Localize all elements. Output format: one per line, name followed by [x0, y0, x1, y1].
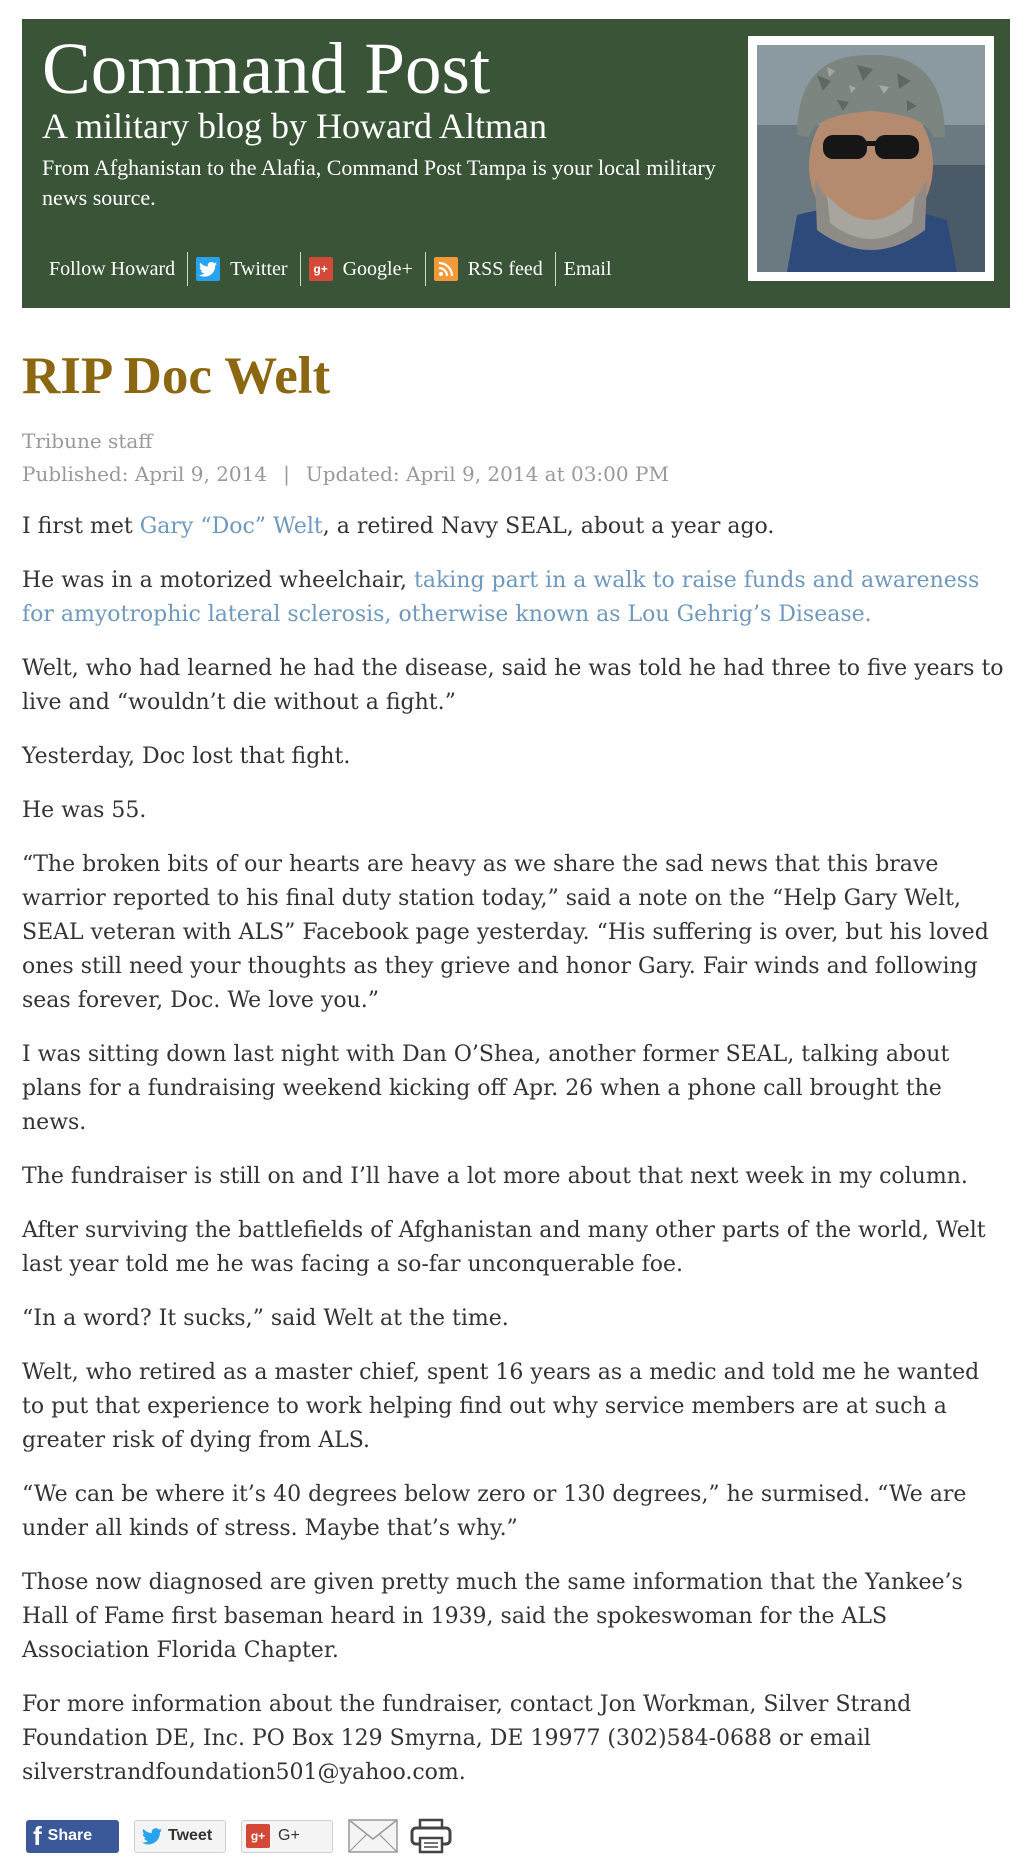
paragraph: Welt, who had learned he had the disease, said he was told he had three to five years to live and “wouldn’t die without a fight.”	[22, 656, 1004, 715]
google-plus-icon: g+	[246, 1824, 270, 1848]
share-bar	[26, 1818, 464, 1854]
twitter-link[interactable]: Twitter	[188, 251, 299, 287]
published-date: Published: April 9, 2014	[22, 462, 268, 486]
google-plus-icon: g+	[309, 257, 333, 281]
dateline	[22, 462, 669, 486]
paragraph: He was in a motorized wheelchair, taking part in a walk to raise funds and awareness for amyotrophic lateral sclerosis, otherwise known as Lou Gehrig’s Disease.	[22, 568, 980, 627]
site-subtitle: A military blog by Howard Altman	[42, 106, 547, 146]
tweet-button[interactable]: Tweet	[134, 1820, 226, 1853]
email-link[interactable]: Email	[563, 257, 612, 280]
paragraph: He was 55.	[22, 798, 147, 823]
paragraph: Those now diagnosed are given pretty much the same information that the Yankee’s Hall of Fame first baseman heard in 1939, said the spokeswoman for the ALS Association Florida Chapter.	[22, 1570, 963, 1663]
printer-icon	[410, 1818, 452, 1854]
paragraph: The fundraiser is still on and I’ll have a lot more about that next week in my column.	[22, 1164, 968, 1189]
twitter-icon	[142, 1828, 162, 1845]
google-plus-link[interactable]: g+ Google+	[301, 251, 425, 287]
site-title[interactable]: Command Post	[42, 28, 491, 109]
updated-date: Updated: April 9, 2014 at 03:00 PM	[305, 462, 669, 486]
email-share-button[interactable]	[348, 1819, 398, 1853]
print-button[interactable]	[410, 1818, 452, 1854]
gary-welt-link[interactable]: Gary “Doc” Welt	[139, 514, 323, 539]
als-walk-link[interactable]: taking part in a walk to raise funds and awareness for amyotrophic lateral sclerosis, otherwise known as Lou Gehrig’s Disease.	[22, 568, 980, 627]
article-body	[22, 510, 1006, 1810]
paragraph: I first met Gary “Doc” Welt, a retired Navy SEAL, about a year ago.	[22, 514, 775, 539]
date-separator: |	[283, 462, 290, 486]
follow-label: Follow Howard	[49, 257, 176, 280]
paragraph: For more information about the fundraiser, contact Jon Workman, Silver Strand Foundation DE, Inc. PO Box 129 Smyrna, DE 19977 (302)584-0688 or email silverstrandfoundation501@yahoo.com.	[22, 1692, 912, 1785]
follow-bar	[42, 251, 624, 287]
twitter-icon	[196, 257, 220, 281]
article-headline: RIP Doc Welt	[22, 347, 331, 405]
author-photo-frame	[748, 36, 994, 281]
paragraph: Welt, who retired as a master chief, spent 16 years as a medic and told me he wanted to put that experience to work helping find out why service members are at such a greater risk of dying from ALS.	[22, 1360, 980, 1453]
author-photo	[757, 45, 985, 272]
paragraph: “The broken bits of our hearts are heavy as we share the sad news that this brave warrior reported to his final duty station today,” said a note on the “Help Gary Welt, SEAL veteran with ALS” Facebook page yesterday. “His suffering is over, but his loved ones still need your thoughts as they grieve and honor Gary. Fair winds and following seas forever, Doc. We love you.”	[22, 852, 989, 1013]
paragraph: After surviving the battlefields of Afghanistan and many other parts of the world, Welt last year told me he was facing a so-far unconquerable foe.	[22, 1218, 986, 1277]
site-description: From Afghanistan to the Alafia, Command Post Tampa is your local military news source.	[42, 155, 716, 210]
paragraph: “In a word? It sucks,” said Welt at the time.	[22, 1306, 509, 1331]
rss-feed-link[interactable]: RSS feed	[426, 251, 555, 287]
author-byline: Tribune staff	[22, 429, 153, 453]
blog-header	[22, 19, 1010, 308]
facebook-share-button[interactable]: f Share	[26, 1820, 119, 1853]
paragraph: “We can be where it’s 40 degrees below zero or 130 degrees,” he surmised. “We are under all kinds of stress. Maybe that’s why.”	[22, 1482, 967, 1541]
google-plus-share-button[interactable]: g+ G+	[241, 1820, 333, 1853]
paragraph: Yesterday, Doc lost that fight.	[22, 744, 351, 769]
paragraph: I was sitting down last night with Dan O’Shea, another former SEAL, talking about plans for a fundraising weekend kicking off Apr. 26 when a phone call brought the news.	[22, 1042, 950, 1135]
facebook-icon: f	[33, 1821, 42, 1851]
rss-icon	[434, 257, 458, 281]
envelope-icon	[348, 1819, 398, 1853]
